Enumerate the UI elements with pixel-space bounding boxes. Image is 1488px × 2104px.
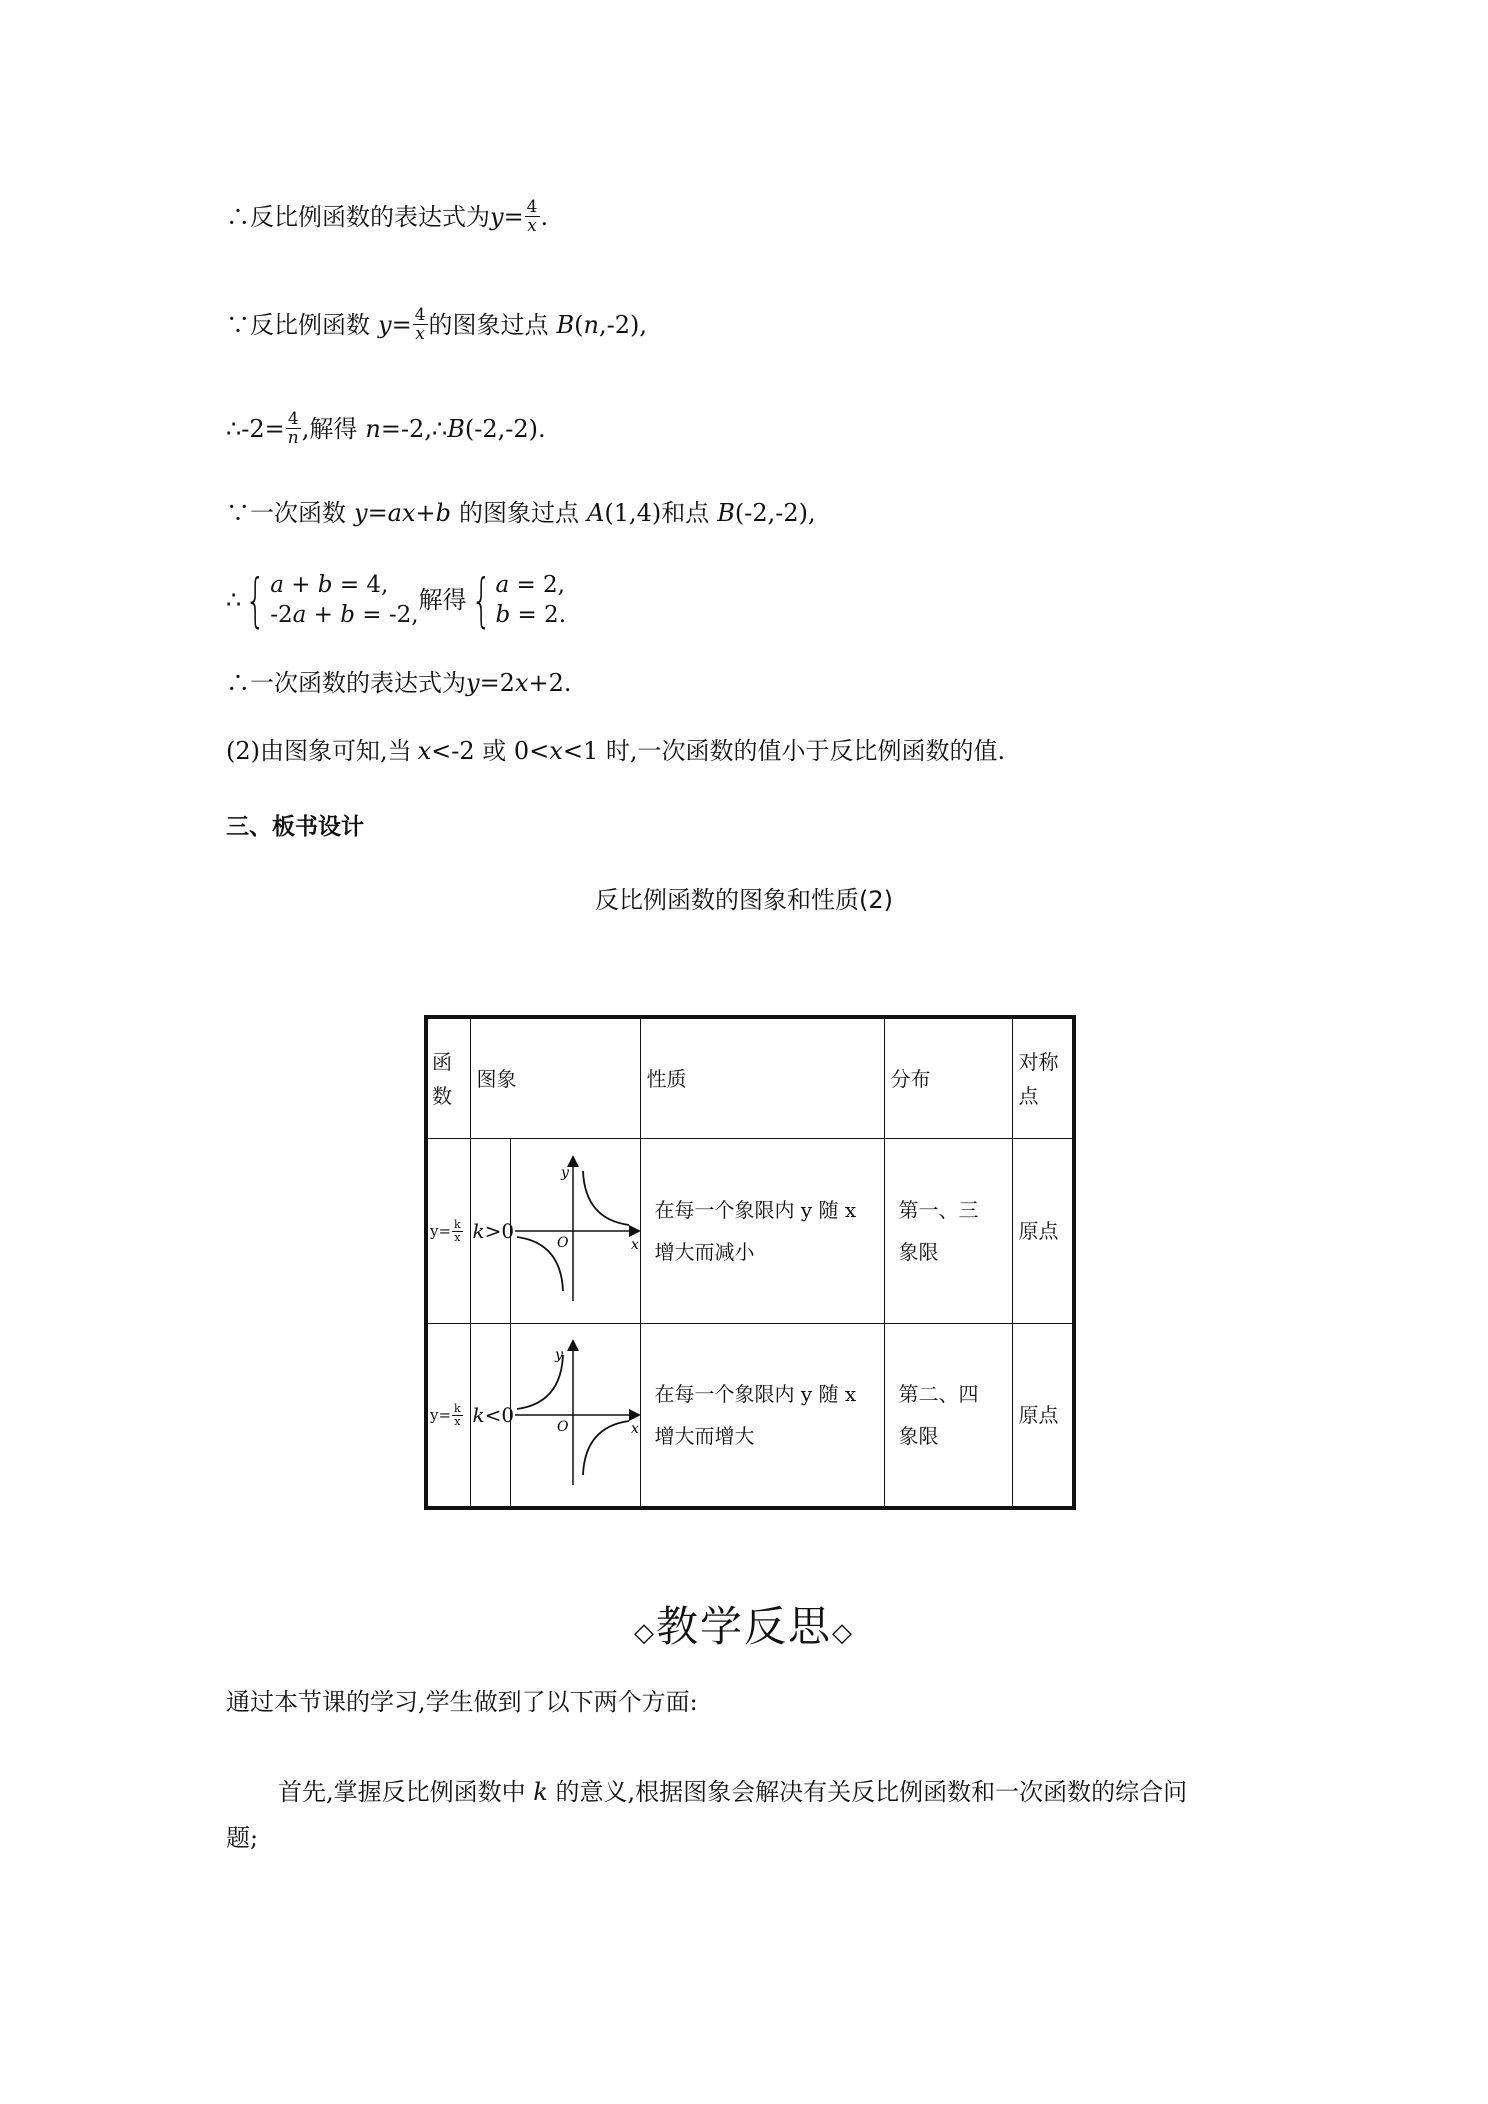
y-label: y: [560, 1164, 569, 1181]
symmetry-cell: 原点: [1012, 1323, 1074, 1508]
solution-line-6: ∴一次函数的表达式为 y =2 x +2.: [226, 669, 572, 697]
text: ∴反比例函数的表达式为: [226, 202, 490, 231]
solution-line-5-system: ∴ { 𝑎 + 𝑏 = 4, -2𝑎 + 𝑏 = -2, 解得 { 𝑎 = 2, 𝑏 = 2.: [226, 566, 566, 634]
function-cell: y= $\frac{k}{x}$: [426, 1323, 470, 1508]
symmetry-cell: 原点: [1012, 1139, 1074, 1324]
origin-label: O: [556, 1234, 568, 1251]
header-property: 性质: [640, 1017, 884, 1139]
section-title: 三、板书设计: [226, 814, 364, 840]
y-label: y: [554, 1346, 563, 1363]
function-cell: y= $\frac{k}{x}$: [426, 1139, 470, 1324]
reflection-title: 教学反思: [655, 1602, 832, 1651]
property-cell: 在每一个象限内 y 随 x 增大而增大: [640, 1323, 884, 1508]
solution-line-2: ∵反比例函数 y = $\frac{4}{x}$ 的图象过点 B ( n ,-2),: [226, 305, 647, 344]
x-label: x: [630, 1420, 639, 1437]
fraction-4-over-x: $\frac{4}{x}$: [414, 305, 426, 344]
distribution-cell: 第二、四象限: [884, 1323, 1012, 1508]
header-distribution: 分布: [884, 1017, 1012, 1139]
reflection-paragraph-2-cont: 题;: [226, 1824, 259, 1852]
solution-line-4: ∵一次函数 y = ax + b 的图象过点 A (1,4)和点 B (-2,-2),: [226, 499, 816, 527]
equals: =: [503, 202, 524, 231]
equation-system: { 𝑎 + 𝑏 = 4, -2𝑎 + 𝑏 = -2,: [245, 566, 419, 634]
graph-cell: [510, 1139, 640, 1324]
solution-line-1: ∴反比例函数的表达式为 y = $\frac{4}{x}$ .: [226, 197, 549, 236]
header-graph: 图象: [470, 1017, 640, 1139]
solution-system: { 𝑎 = 2, 𝑏 = 2.: [470, 566, 566, 634]
curve-quadrant-1: [583, 1171, 629, 1225]
k-condition-cell: k<0: [470, 1323, 510, 1508]
x-label: x: [630, 1236, 639, 1253]
hyperbola-positive-k-graph: [511, 1141, 641, 1321]
table-header-row: [426, 1017, 1074, 1139]
property-cell: 在每一个象限内 y 随 x 增大而减小: [640, 1139, 884, 1324]
diamond-icon: ◇: [633, 1618, 656, 1648]
table-row: [426, 1323, 1074, 1508]
header-function: 函数: [426, 1017, 470, 1139]
solution-line-7: (2)由图象可知,当 x <-2 或 0< x <1 时,一次函数的值小于反比例函数的值.: [226, 737, 1006, 765]
origin-label: O: [556, 1418, 568, 1435]
solution-line-3: ∴-2= $\frac{4}{n}$ ,解得 n =-2,∴ B (-2,-2).: [226, 409, 546, 448]
distribution-cell: 第一、三象限: [884, 1139, 1012, 1324]
curve-quadrant-2: [517, 1355, 563, 1409]
diamond-icon: ◇: [832, 1618, 854, 1648]
reflection-heading: [0, 1594, 1488, 1654]
table-row: [426, 1139, 1074, 1324]
hyperbola-negative-k-graph: [511, 1325, 641, 1505]
header-symmetry: 对称点: [1012, 1017, 1074, 1139]
reflection-paragraph-2: 首先,掌握反比例函数中 k 的意义,根据图象会解决有关反比例函数和一次函数的综合问: [278, 1778, 1188, 1806]
fraction-4-over-n: $\frac{4}{n}$: [287, 409, 299, 448]
k-condition-cell: k>0: [470, 1139, 510, 1324]
board-title: 反比例函数的图象和性质(2): [595, 886, 893, 914]
reflection-paragraph-1: 通过本节课的学习,学生做到了以下两个方面:: [226, 1688, 698, 1716]
curve-quadrant-4: [583, 1421, 629, 1475]
var-y: y: [490, 202, 504, 231]
fraction-4-over-x: $\frac{4}{x}$: [526, 197, 538, 236]
graph-cell: [510, 1323, 640, 1508]
board-design-table: [424, 1015, 1076, 1510]
